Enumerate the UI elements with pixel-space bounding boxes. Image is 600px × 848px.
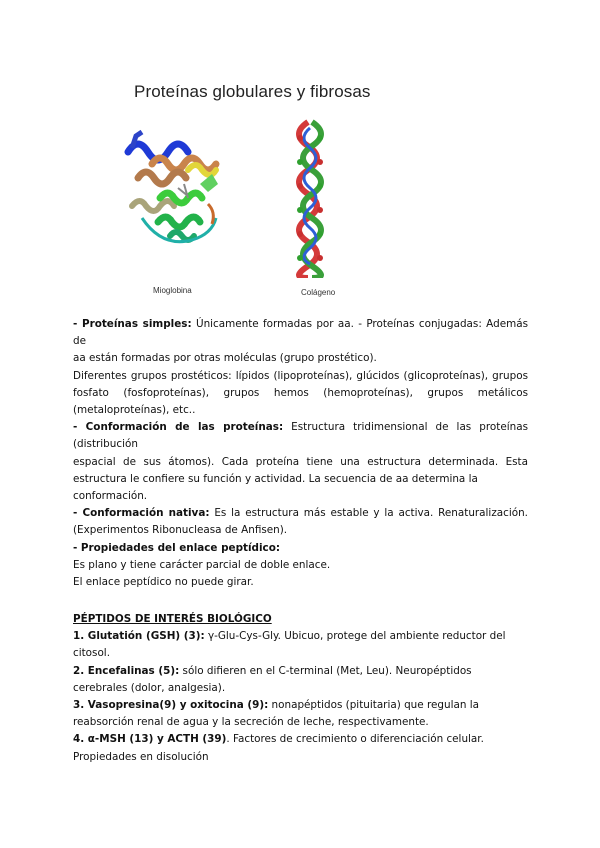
line: (metaloproteínas), etc.. [73,404,196,417]
line: aa están formadas por otras moléculas (grupo prostético). [73,352,377,365]
collagen-caption: Colágeno [301,288,336,297]
figure-title: Proteínas globulares y fibrosas [134,82,371,101]
line-peptide-bond-heading: - Propiedades del enlace peptídico: [73,541,281,554]
line: fosfato (fosfoproteínas), grupos hemos (hemoproteínas), grupos metálicos [73,386,528,399]
line-conformation: - Conformación de las proteínas: Estructura tridimensional de las proteínas (distribución [73,421,528,451]
line: Es plano y tiene carácter parcial de doble enlace. [73,558,331,571]
section-peptides [73,611,528,766]
line: conformación. [73,490,148,503]
line: espacial de sus átomos). Cada proteína tiene una estructura determinada. Esta [73,455,528,468]
list-item: 1. Glutatión (GSH) (3): γ-Glu-Cys-Gly. Ubicuo, protege del ambiente reductor del [73,630,506,643]
line: (Experimentos Ribonucleasa de Anfisen). [73,524,288,537]
collagen-structure-image [286,118,336,278]
section-heading: PÉPTIDOS DE INTERÉS BIOLÓGICO [73,613,272,625]
line-native-conformation: - Conformación nativa: Es la estructura más estable y la activa. Renaturalización. [73,507,528,520]
list-item: 4. α-MSH (13) y ACTH (39). Factores de crecimiento o diferenciación celular. [73,733,484,746]
myoglobin-caption: Mioglobina [153,286,192,295]
line: Diferentes grupos prostéticos: lípidos (lipoproteínas), glúcidos (glicoproteínas), grupos [73,369,528,382]
line: El enlace peptídico no puede girar. [73,576,254,589]
myoglobin-structure-image [118,118,230,256]
line-simple-proteins: - Proteínas simples: Únicamente formadas por aa. - Proteínas conjugadas: Además de [73,318,528,348]
list-item: 2. Encefalinas (5): sólo difieren en el C-terminal (Met, Leu). Neuropéptidos [73,664,472,677]
line: Propiedades en disolución [73,750,209,763]
list-item-cont: citosol. [73,647,110,660]
section-proteins [73,316,528,591]
line: estructura le confiere su función y actividad. La secuencia de aa determina la [73,472,478,485]
list-item-cont: cerebrales (dolor, analgesia). [73,681,226,694]
list-item: 3. Vasopresina(9) y oxitocina (9): nonapéptidos (pituitaria) que regulan la [73,699,479,712]
list-item-cont: reabsorción renal de agua y la secreción de leche, respectivamente. [73,716,429,729]
